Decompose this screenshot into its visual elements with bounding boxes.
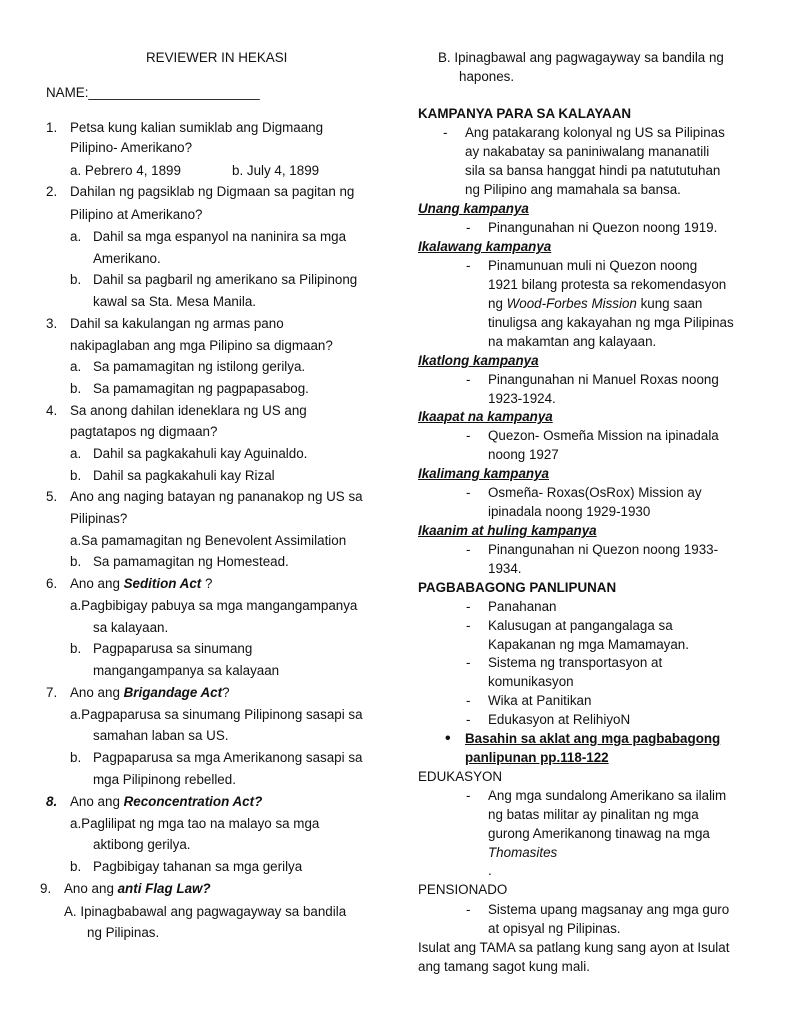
option-letter: b. — [70, 554, 82, 569]
answer-option: kawal sa Sta. Mesa Manila. — [93, 294, 256, 309]
list-item: - Edukasyon at RelihiyoN — [488, 710, 630, 729]
question-text: nakipaglaban ang mga Pilipino sa digmaan? — [70, 338, 333, 353]
term-anti-flag-law: anti Flag Law? — [117, 881, 211, 896]
answer-option: mangangampanya sa kalayaan — [93, 663, 280, 678]
campaign-detail: - Pinamunuan muli ni Quezon noong — [488, 256, 697, 275]
campaign-detail: tinuligsa ang kakayahan ng mga Pilipinas — [488, 315, 734, 330]
footer-instruction: ang tamang sagot kung mali. — [418, 959, 590, 974]
term-brigandage-act: Brigandage Act — [123, 685, 223, 700]
answer-option: a.Sa pamamagitan ng Benevolent Assimilation — [70, 533, 347, 548]
answer-option: A. Ipinagbabawal ang pagwagayway sa bandila — [64, 904, 347, 919]
option-letter: b. — [70, 750, 82, 765]
question-number: 4. — [46, 403, 58, 418]
campaign-detail: 1921 bilang protesta sa rekomendasyon — [488, 277, 727, 292]
campaign-detail: - Pinangunahan ni Quezon noong 1933- — [488, 540, 718, 559]
edukasyon-detail: gurong Amerikanong tinawag na mga — [488, 826, 710, 841]
question-text: Ano ang Reconcentration Act? — [70, 794, 263, 809]
campaign-detail: - Pinangunahan ni Quezon noong 1919. — [488, 218, 717, 237]
edukasyon-detail: Thomasites — [488, 845, 558, 860]
section-heading-pagbabago: PAGBABAGONG PANLIPUNAN — [418, 580, 617, 595]
option-letter: b. — [70, 272, 82, 287]
option-letter: a. — [70, 229, 82, 244]
section-heading-kampanya: KAMPANYA PARA SA KALAYAAN — [418, 106, 632, 121]
question-number: 7. — [46, 685, 58, 700]
campaign-detail: noong 1927 — [488, 447, 559, 462]
answer-option: Dahil sa pagkakahuli kay Rizal — [93, 468, 275, 483]
answer-option: B. Ipinagbawal ang pagwagayway sa bandila ng — [438, 50, 724, 65]
campaign-title: Ikalimang kampanya — [418, 466, 549, 481]
campaign-detail: - Quezon- Osmeña Mission na ipinadala — [488, 426, 719, 445]
list-item: - Sistema ng transportasyon at — [488, 653, 662, 672]
campaign-detail: ipinadala noong 1929-1930 — [488, 504, 651, 519]
footer-instruction: Isulat ang TAMA sa patlang kung sang ayon at Isulat — [418, 940, 730, 955]
question-number: 8. — [46, 794, 58, 809]
campaign-title: Ikatlong kampanya — [418, 353, 539, 368]
question-text: Ano ang anti Flag Law? — [64, 881, 211, 896]
wood-forbes-mission: Wood-Forbes Mission — [506, 296, 637, 311]
intro-line: sila sa bansa hanggat hindi pa natututuhan — [465, 163, 721, 178]
answer-option: Sa pamamagitan ng istilong gerilya. — [93, 359, 306, 374]
intro-line: ng Pilipino ang mamahala sa bansa. — [465, 182, 681, 197]
campaign-title: Ikalawang kampanya — [418, 239, 552, 254]
question-text: Pilipino- Amerikano? — [70, 140, 193, 155]
question-text: Pilipino at Amerikano? — [70, 207, 203, 222]
campaign-detail: 1923-1924. — [488, 391, 556, 406]
question-number: 3. — [46, 316, 58, 331]
section-heading-edukasyon: EDUKASYON — [418, 769, 503, 784]
list-item: komunikasyon — [488, 674, 574, 689]
question-text: Pilipinas? — [70, 511, 128, 526]
campaign-title: Ikaanim at huling kampanya — [418, 523, 597, 538]
answer-option: a.Paglilipat ng mga tao na malayo sa mga — [70, 816, 320, 831]
campaign-detail: na makamtan ang kalayaan. — [488, 334, 657, 349]
right-column — [400, 0, 791, 1023]
option-letter: b. — [70, 859, 82, 874]
question-number: 2. — [46, 184, 58, 199]
term-sedition-act: Sedition Act — [123, 576, 202, 591]
campaign-detail: - Pinangunahan ni Manuel Roxas noong — [488, 370, 719, 389]
edukasyon-detail: - Ang mga sundalong Amerikano sa ilalim — [488, 786, 726, 805]
answer-option: samahan laban sa US. — [93, 728, 229, 743]
reading-instruction: • Basahin sa aklat ang mga pagbabagong — [465, 729, 720, 748]
question-number: 9. — [40, 881, 52, 896]
answer-option: ng Pilipinas. — [87, 925, 160, 940]
intro-line: ay nakabatay sa paniniwalang mananatili — [465, 144, 710, 159]
answer-option: a.Pagbibigay pabuya sa mga mangangampanya — [70, 598, 358, 613]
list-item: - Panahanan — [488, 597, 557, 616]
answer-option: aktibong gerilya. — [93, 837, 191, 852]
answer-option: b. July 4, 1899 — [232, 163, 320, 178]
question-text: Ano ang Sedition Act ? — [70, 576, 213, 591]
question-text: Sa anong dahilan ideneklara ng US ang — [70, 403, 307, 418]
option-letter: b. — [70, 381, 82, 396]
edukasyon-detail: ng batas militar ay pinalitan ng mga — [488, 807, 699, 822]
question-text: Ano ang naging batayan ng pananakop ng US sa — [70, 489, 363, 504]
option-letter: b. — [70, 641, 82, 656]
question-number: 1. — [46, 120, 58, 135]
answer-option: Sa pamamagitan ng pagpapasabog. — [93, 381, 309, 396]
list-item: - Wika at Panitikan — [488, 691, 591, 710]
option-letter: a. — [70, 446, 82, 461]
option-letter: a. — [70, 359, 82, 374]
term-reconcentration-act: Reconcentration Act? — [123, 794, 263, 809]
campaign-detail: 1934. — [488, 561, 522, 576]
answer-option: sa kalayaan. — [93, 620, 169, 635]
answer-option: hapones. — [459, 69, 515, 84]
question-text: Petsa kung kalian sumiklab ang Digmaang — [70, 120, 324, 135]
question-number: 6. — [46, 576, 58, 591]
answer-option: Pagpaparusa sa sinumang — [93, 641, 253, 656]
pensionado-detail: - Sistema upang magsanay ang mga guro — [488, 900, 729, 919]
answer-option: a.Pagpaparusa sa sinumang Pilipinong sasapi sa — [70, 707, 363, 722]
question-text: Ano ang Brigandage Act? — [70, 685, 230, 700]
question-text: pagtatapos ng digmaan? — [70, 424, 218, 439]
campaign-detail: ng Wood-Forbes Mission kung saan — [488, 296, 703, 311]
question-number: 5. — [46, 489, 58, 504]
section-heading-pensionado: PENSIONADO — [418, 882, 508, 897]
campaign-title: Ikaapat na kampanya — [418, 409, 553, 424]
answer-option: Dahil sa mga espanyol na naninira sa mga — [93, 229, 347, 244]
answer-option: Dahil sa pagkakahuli kay Aguinaldo. — [93, 446, 308, 461]
answer-option: Amerikano. — [93, 251, 161, 266]
answer-option: Pagpaparusa sa mga Amerikanong sasapi sa — [93, 750, 363, 765]
question-text: Dahil sa kakulangan ng armas pano — [70, 316, 284, 331]
answer-option: Dahil sa pagbaril ng amerikano sa Pilipinong — [93, 272, 358, 287]
answer-option: Sa pamamagitan ng Homestead. — [93, 554, 289, 569]
campaign-title: Unang kampanya — [418, 201, 529, 216]
intro-line: - Ang patakarang kolonyal ng US sa Pilipinas — [465, 123, 725, 142]
name-field-label: NAME:_______________________ — [46, 85, 260, 100]
edukasyon-detail: . — [488, 863, 492, 878]
list-item: Kapakanan ng mga Mamamayan. — [488, 637, 689, 652]
answer-option: mga Pilipinong rebelled. — [93, 772, 236, 787]
question-text: Dahilan ng pagsiklab ng Digmaan sa pagitan ng — [70, 184, 355, 199]
list-item: - Kalusugan at pangangalaga sa — [488, 616, 673, 635]
pensionado-detail: at opisyal ng Pilipinas. — [488, 921, 621, 936]
campaign-detail: - Osmeña- Roxas(OsRox) Mission ay — [488, 483, 702, 502]
answer-option: Pagbibigay tahanan sa mga gerilya — [93, 859, 303, 874]
option-letter: b. — [70, 468, 82, 483]
answer-option: a. Pebrero 4, 1899 — [70, 163, 181, 178]
reading-instruction: panlipunan pp.118-122 — [465, 750, 609, 765]
page-title: REVIEWER IN HEKASI — [146, 50, 288, 65]
